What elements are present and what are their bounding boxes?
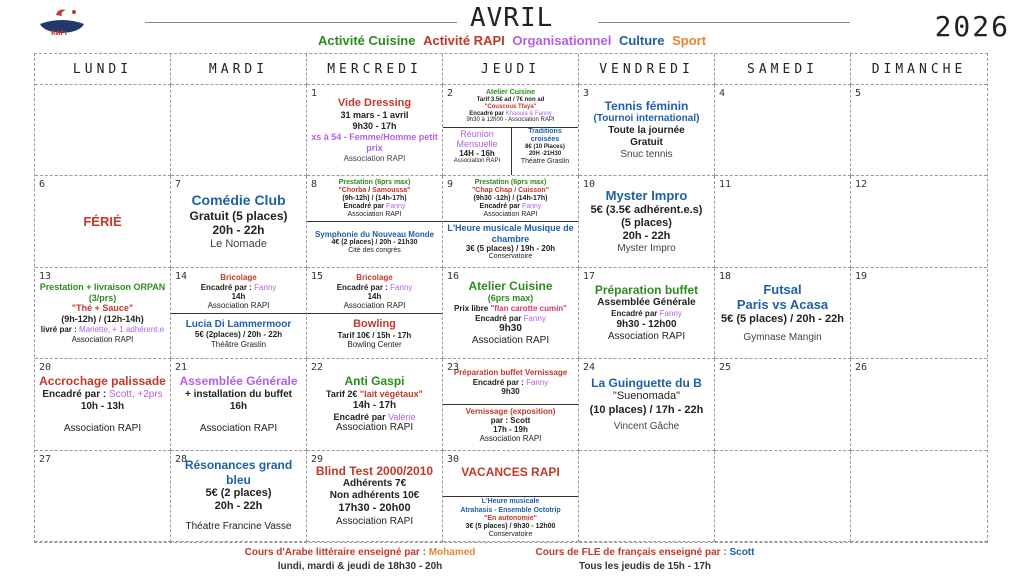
day-cell-23[interactable] [443,359,579,450]
day-cell-4[interactable] [715,85,851,176]
legend-organisationnel: Organisationnel [512,33,612,48]
event-price: Gratuit (5 places) [189,209,288,223]
event-title-prestation: Prestation (6prs max) [474,179,547,187]
day-number: 12 [855,179,868,191]
day-cell-22[interactable] [307,359,443,450]
event-animator: Fanny [659,309,682,319]
event-place: Association RAPI [207,300,270,310]
event-title: Anti Gaspi [344,374,405,389]
day-cell-empty [35,85,171,176]
event-by-label: Encadré par [611,309,660,319]
event-dish: "flan carotte cumin" [490,303,567,313]
event-title: Tennis féminin [604,99,689,113]
event-place: Association RAPI [607,330,686,342]
day-cell-11[interactable] [715,176,851,267]
event-place: Cité des congrès [348,246,401,254]
day-header-samedi: SAMEDI [715,54,851,85]
event-dish: "Chap Chap / Cuisson" [471,187,550,195]
day-number: 11 [719,179,732,191]
event-by: par : Scott [490,416,531,425]
event-place: Snuc tennis [620,149,673,161]
day-number: 7 [175,179,182,191]
event-animator: Fanny [523,313,546,323]
day-number: 22 [311,362,324,374]
event-price: 5€ (2 places) [205,487,272,499]
event-time: 17h - 19h [493,425,528,435]
day-cell-30[interactable] [443,451,579,542]
day-cell-16[interactable] [443,268,579,359]
day-cell-13[interactable] [35,268,171,359]
event-place: Association RAPI [343,300,406,310]
event-time: 14h - 17h [352,399,397,411]
event-subtitle: Assemblée Générale [597,297,696,309]
event-title-reunion: Réunion Mensuelle [456,128,498,149]
event-place: Gymnase Mangin [743,332,822,344]
event-when: Toute la journée [608,125,685,137]
day-number: 24 [583,362,596,374]
event-place: Le Nomade [210,237,267,250]
event-place: Théâtre Graslin [210,339,267,349]
event-title-symphonie: Symphonie du Nouveau Monde [314,229,435,239]
event-place: Vincent Gâche [613,420,680,432]
event-animators: Mariette, + 1 adhérent.e [79,324,165,334]
event-title-bricolage: Bricolage [220,273,257,283]
day-number: 29 [311,453,324,465]
event-place: Conservatoire [488,530,533,538]
event-place: Association RAPI [471,335,550,347]
event-subtitle: Paris vs Acasa [736,297,829,313]
day-number: 20 [39,362,52,374]
event-price-non-members: Non adhérents 10€ [329,490,420,502]
event-info: 5€ (5 places) / 20h - 22h [721,312,844,325]
event-dish: "Couscous Tfaya" [484,103,537,110]
event-place: Conservatoire [488,253,533,261]
event-time: 14h [367,291,382,301]
event-price: Tarif 3.5€ ad / 7€ non ad [476,96,545,103]
month-divider-right [598,22,850,23]
day-header-lundi: LUNDI [35,54,171,85]
event-time: 14H - 16h [459,149,495,159]
event-price: Tarif 2€ [326,388,360,399]
event-theme: "En autonomie" [484,514,537,522]
day-cell-2[interactable] [443,85,579,176]
day-number: 27 [39,453,52,465]
day-header-jeudi: JEUDI [443,54,579,85]
event-title-bowling: Bowling [353,318,396,331]
event-sizes: xs à 54 - Femme/Homme petit prix [311,131,438,153]
event-animator: Fanny [521,203,542,211]
day-number: 23 [447,362,460,374]
day-cell-3[interactable] [579,85,715,176]
event-by-label: Encadré par : [42,388,110,400]
event-info: 3€ (5 places) / 9h30 - 12h00 [465,522,556,530]
day-cell-17[interactable] [579,268,715,359]
event-place: Bowling Center [347,340,402,350]
day-cell-9[interactable] [443,176,579,267]
day-number: 17 [583,270,596,282]
event-time-place: 9h30 à 12h00 - Association RAPI [466,117,555,124]
legend-culture: Culture [618,33,665,48]
event-title-heure-musicale: L'Heure musicale Musique de chambre [447,223,574,244]
footer-arabic-time: lundi, mardi & jeudi de 18h30 - 20h [277,560,443,572]
day-cell-empty [579,451,715,542]
event-by-label: Encadré par : [200,282,255,292]
day-cell-15[interactable] [307,268,443,359]
day-number: 1 [311,88,318,99]
event-time: 16h [229,400,248,412]
event-time: (9h-12h) / (12h-14h) [61,314,144,325]
footer-arabic-course [200,546,520,573]
day-header-mardi: MARDI [171,54,307,85]
day-header-mercredi: MERCREDI [307,54,443,85]
event-info: 5€ (2places) / 20h - 22h [194,330,283,340]
day-cell-8[interactable] [307,176,443,267]
event-title: Comédie Club [191,192,286,209]
footer-fle-time: Tous les jeudis de 15h - 17h [578,560,712,572]
footer-fle-teacher: Scott [729,547,755,558]
event-price: 5€ (3.5€ adhérent.e.s) [590,203,703,216]
event-place: Théatre Francine Vasse [185,521,292,533]
day-number: 30 [447,453,460,465]
event-places: 8€ (10 Places) [525,144,565,151]
event-title-ferie: FÉRIÉ [83,213,122,229]
day-cell-14[interactable] [171,268,307,359]
event-animator: Fanny [526,377,549,387]
event-title-heure-musicale: L'Heure musicale [481,498,540,506]
event-dish: Samoussa" [372,187,411,195]
event-place: Association RAPI [483,211,538,219]
day-cell-18[interactable] [715,268,851,359]
event-place: Association RAPI [453,158,501,165]
event-title-atelier-cuisine: Atelier Cuisine [485,88,535,96]
event-title: Vide Dressing [337,97,412,110]
day-header-dimanche: DIMANCHE [851,54,987,85]
event-places: (5 places) [621,216,672,229]
day-cell-empty [851,451,987,542]
event-title: Blind Test 2000/2010 [315,464,434,478]
day-cell-empty [715,451,851,542]
legend-rapi: Activité RAPI [423,33,505,48]
event-by-label: Encadré par [343,203,386,211]
event-time: 20h - 22h [212,223,265,238]
event-subtitle: "Suenomada" [612,390,681,403]
event-info: Tarif 10€ / 15h - 17h [337,330,412,340]
event-subtitle: + installation du buffet [185,388,292,400]
day-number: 9 [447,179,454,191]
event-time: 9h30 [499,323,522,335]
event-by-label: Encadré par [475,313,524,323]
event-dates: 31 mars - 1 avril [340,110,409,121]
event-title-prestation: Prestation (6prs max) [338,179,411,187]
event-animators: Scott, +2prs [109,388,163,400]
day-cell-25[interactable] [715,359,851,450]
day-cell-29[interactable] [307,451,443,542]
event-time: 9h30 - 17h [352,121,397,132]
event-time: 9h30 [501,386,520,396]
event-animator: Valérie [388,411,416,422]
event-time: 14h [231,291,246,301]
event-place: Association RAPI [63,422,142,434]
event-title-lucia: Lucia Di Lammermoor [185,318,292,330]
day-number: 13 [39,270,52,282]
event-title-traditions: Traditions croisées [528,128,562,144]
day-number: 28 [175,453,188,465]
event-dish-separator: / [366,187,373,195]
event-place: Myster Impro [617,243,676,255]
day-number: 26 [855,362,868,374]
day-cell-28[interactable] [171,451,307,542]
day-cell-19[interactable] [851,268,987,359]
event-time: 17h30 - 20h00 [338,502,411,515]
event-by-label: Encadré par : [336,282,391,292]
event-time: 20h - 22h [214,500,263,513]
day-number: 15 [311,270,324,282]
event-place: Association RAPI [479,434,542,444]
event-time: (9h30 -12h) / (14h-17h) [473,195,548,203]
event-info: 4€ (2 places) / 20h - 21h30 [331,238,418,246]
event-title: La Guinguette du B [591,376,702,390]
calendar-grid [34,53,988,543]
event-by-label: Encadré par [469,110,506,117]
event-title-preparation: Préparation buffet Vernissage [453,368,568,378]
day-cell-6[interactable] [35,176,171,267]
event-animator: Fanny [385,203,406,211]
event-place: Association RAPI [347,211,402,219]
event-by-label: livré par : [40,324,80,334]
event-animator: Fanny [390,282,413,292]
event-info: 3€ (5 places) / 19h - 20h [465,244,556,254]
day-number: 10 [583,179,596,191]
event-title: Résonances grand bleu [184,458,293,487]
event-title: Futsal [763,281,802,297]
day-number: 5 [855,88,862,99]
day-number: 2 [447,88,454,99]
event-time: (9h-12h) / (14h-17h) [342,195,407,203]
day-cell-26[interactable] [851,359,987,450]
event-place: Association RAPI [343,153,406,163]
event-title: Préparation buffet [594,283,699,297]
event-place: Association RAPI [335,422,414,434]
legend-cuisine: Activité Cuisine [317,33,416,48]
event-by-label: Encadré par [479,203,522,211]
year: 2026 [934,10,1010,43]
day-header-vendredi: VENDREDI [579,54,715,85]
day-cell-empty [171,85,307,176]
event-title-vacances: VACANCES RAPI [461,464,560,479]
event-subtitle: (Tournoi international) [593,113,700,125]
day-number: 16 [447,270,460,282]
event-place: Association RAPI [71,334,134,344]
event-title: Atelier Cuisine [468,278,553,293]
event-time: 20h - 22h [622,229,671,242]
event-title: Accrochage palissade [39,374,166,389]
day-cell-27[interactable] [35,451,171,542]
logo-text: RAPI [51,30,67,37]
event-title-vernissage: Vernissage (exposition) [465,406,556,416]
event-animators: Khaoula & Fanny [505,110,552,117]
footer-fle-course [500,546,790,573]
footer-arabic-label: Cours d'Arabe littéraire enseigné par : [244,547,429,558]
event-dish: "lait végétaux" [359,388,423,399]
day-cell-21[interactable] [171,359,307,450]
month-title: AVRIL [470,3,554,33]
event-time: 9h30 - 12h00 [616,318,677,330]
footer-arabic-teacher: Mohamed [428,547,476,558]
day-cell-12[interactable] [851,176,987,267]
day-number: 6 [39,179,46,191]
legend-sport: Sport [672,33,707,48]
day-number: 18 [719,270,732,282]
event-place: Théatre Graslin [520,157,570,165]
day-cell-24[interactable] [579,359,715,450]
event-dish: "Thé + Sauce" [71,303,134,314]
day-number: 3 [583,88,590,99]
day-cell-10[interactable] [579,176,715,267]
event-price: Gratuit [630,137,663,149]
event-title: Assemblée Générale [179,374,298,389]
event-subtitle: Atrahasis - Ensemble Octotrip [460,506,561,514]
day-cell-7[interactable] [171,176,307,267]
event-price-members: Adhérents 7€ [342,478,407,490]
day-cell-5[interactable] [851,85,987,176]
event-price: Prix libre [454,303,491,313]
day-number: 19 [855,270,868,282]
day-number: 25 [719,362,732,374]
footer-fle-label: Cours de FLE de français enseigné par : [535,547,730,558]
event-subtitle: (6prs max) [487,293,534,304]
event-title: Prestation + livraison ORPAN (3/prs) [39,281,166,303]
day-cell-1[interactable] [307,85,443,176]
day-number: 21 [175,362,188,374]
event-dish: "Chorba [338,187,367,195]
event-info: (10 places) / 17h - 22h [589,403,704,416]
event-by-label: Encadré par : [472,377,527,387]
event-by-label: Encadré par [333,411,389,422]
event-title: Myster Impro [605,188,688,204]
day-number: 8 [311,179,318,191]
day-number: 14 [175,270,188,282]
event-title-bricolage: Bricolage [356,273,393,283]
event-time: 20H -21H30 [528,151,562,158]
event-place: Association RAPI [335,515,414,527]
day-number: 4 [719,88,726,99]
event-place: Association RAPI [199,422,278,434]
event-animator: Fanny [254,282,277,292]
category-legend [0,33,1024,48]
month-divider-left [145,22,457,23]
day-cell-20[interactable] [35,359,171,450]
event-time: 10h - 13h [80,400,125,412]
